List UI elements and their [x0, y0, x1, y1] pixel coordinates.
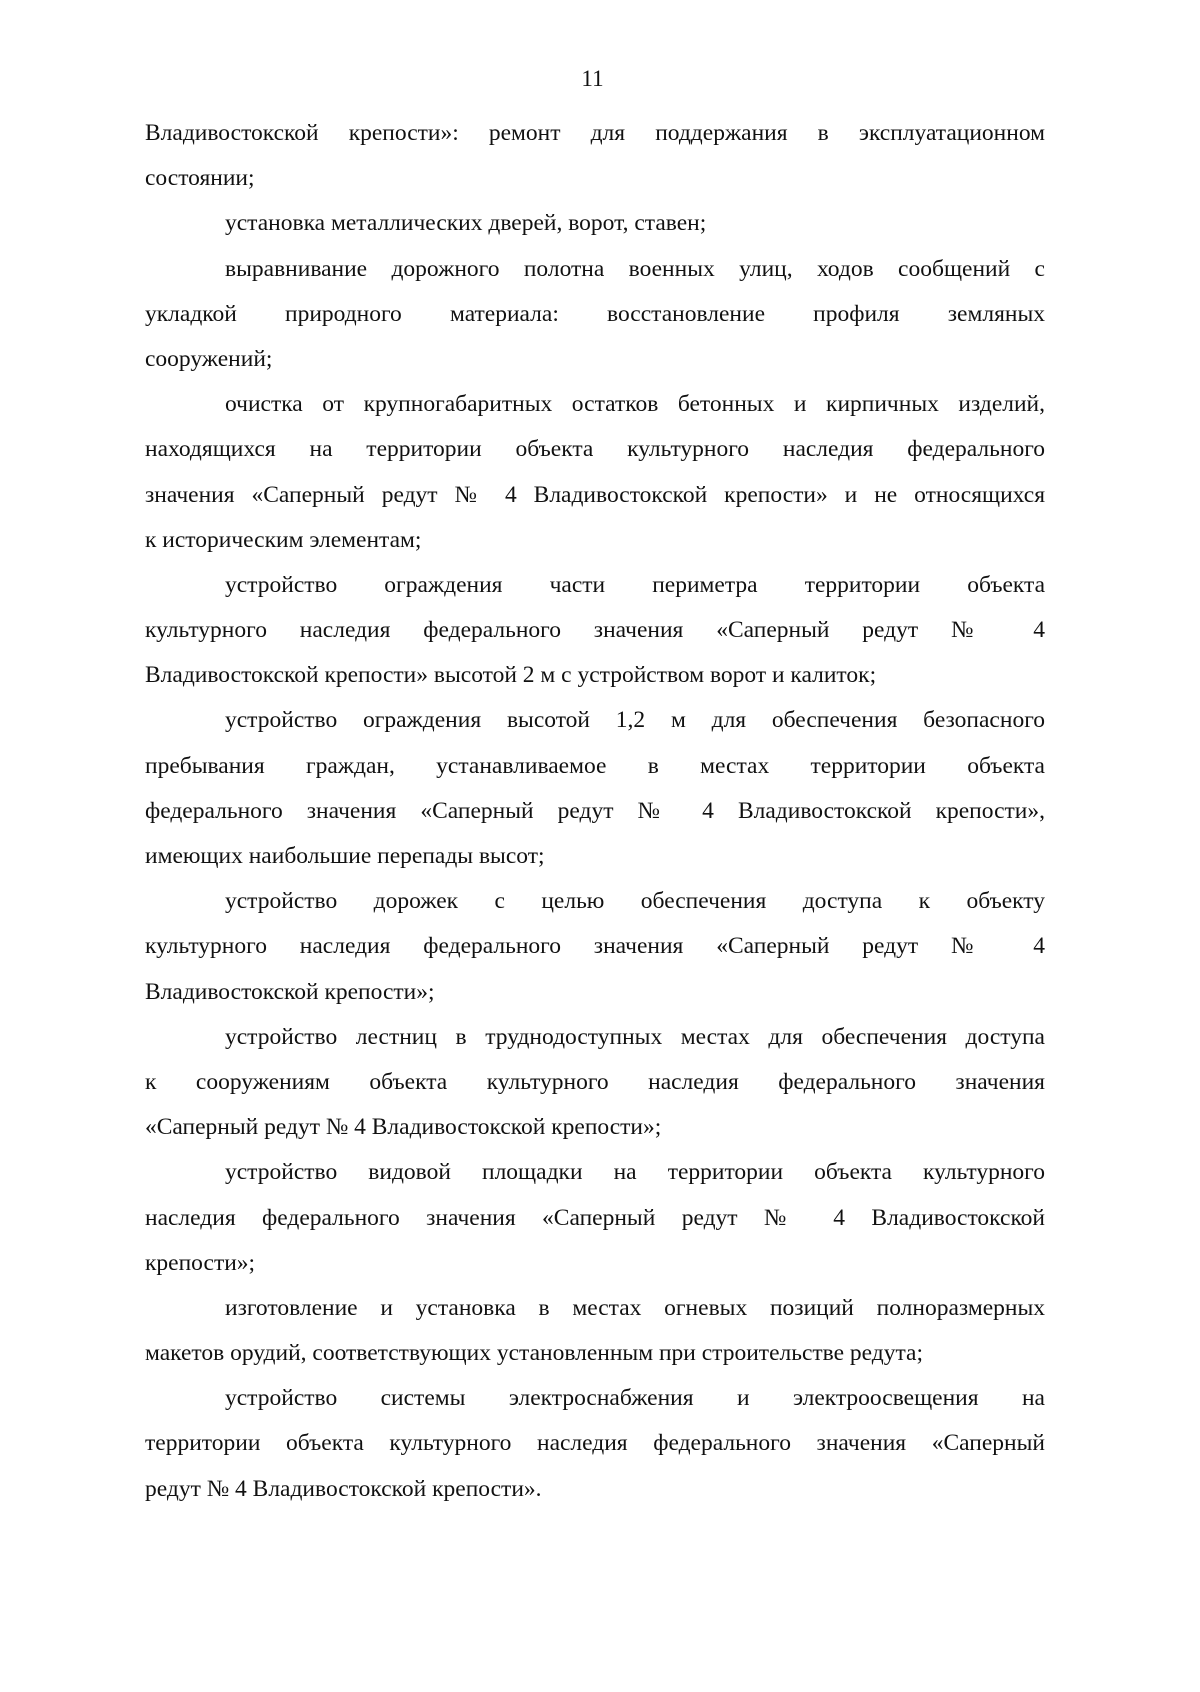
text-line: укладкой природного материала: восстановление профиля земляных: [145, 300, 1045, 327]
text-line: пребывания граждан, устанавливаемое в местах территории объекта: [145, 752, 1045, 779]
paragraph: [145, 1380, 1045, 1516]
paragraph: [145, 1019, 1045, 1155]
paragraph: [145, 1290, 1045, 1380]
text-line: находящихся на территории объекта культурного наследия федерального: [145, 436, 1045, 463]
text-line: к историческим элементам;: [145, 526, 422, 553]
text-line: культурного наследия федерального значения «Саперный редут № 4: [145, 933, 1045, 960]
paragraph: [145, 251, 1045, 387]
text-line: культурного наследия федерального значения «Саперный редут № 4: [145, 617, 1045, 644]
text-line: очистка от крупногабаритных остатков бетонных и кирпичных изделий,: [225, 391, 1045, 418]
text-line: изготовление и установка в местах огневых позиций полноразмерных: [225, 1294, 1045, 1321]
text-line: Владивостокской крепости» высотой 2 м с устройством ворот и калиток;: [145, 662, 877, 689]
text-line: устройство ограждения высотой 1,2 м для обеспечения безопасного: [225, 707, 1045, 734]
text-line: редут № 4 Владивостокской крепости».: [145, 1475, 542, 1502]
text-line: имеющих наибольшие перепады высот;: [145, 843, 545, 869]
document-body: [145, 115, 1045, 1516]
text-line: устройство лестниц в труднодоступных местах для обеспечения доступа: [225, 1023, 1045, 1050]
paragraph: [145, 702, 1045, 883]
text-line: Владивостокской крепости»: ремонт для поддержания в эксплуатационном: [145, 120, 1045, 146]
text-line: сооружений;: [145, 345, 273, 372]
text-line: устройство ограждения части периметра территории объекта: [225, 571, 1045, 598]
paragraph: [145, 567, 1045, 703]
page-number: 11: [581, 66, 604, 91]
text-line: устройство видовой площадки на территории объекта культурного: [225, 1159, 1045, 1186]
text-line: состоянии;: [145, 165, 255, 192]
paragraph: [145, 1154, 1045, 1290]
paragraph: [145, 205, 1045, 250]
text-line: устройство системы электроснабжения и электроосвещения на: [225, 1385, 1045, 1412]
text-line: территории объекта культурного наследия федерального значения «Саперный: [145, 1430, 1045, 1457]
text-line: макетов орудий, соответствующих установленным при строительстве редута;: [145, 1340, 924, 1367]
text-line: «Саперный редут № 4 Владивостокской крепости»;: [145, 1114, 662, 1141]
text-line: наследия федерального значения «Саперный редут № 4 Владивостокской: [145, 1204, 1045, 1231]
text-line: крепости»;: [145, 1249, 256, 1276]
paragraph: [145, 883, 1045, 1019]
text-line: устройство дорожек с целью обеспечения доступа к объекту: [225, 888, 1045, 915]
paragraph: [145, 115, 1045, 205]
text-line: федерального значения «Саперный редут № 4 Владивостокской крепости»,: [145, 797, 1045, 824]
paragraph: [145, 386, 1045, 567]
text-line: установка металлических дверей, ворот, ставен;: [225, 210, 707, 237]
text-line: Владивостокской крепости»;: [145, 978, 435, 1005]
text-line: значения «Саперный редут № 4 Владивостокской крепости» и не относящихся: [145, 481, 1045, 508]
text-line: к сооружениям объекта культурного наследия федерального значения: [145, 1068, 1045, 1095]
text-line: выравнивание дорожного полотна военных улиц, ходов сообщений с: [225, 255, 1045, 282]
